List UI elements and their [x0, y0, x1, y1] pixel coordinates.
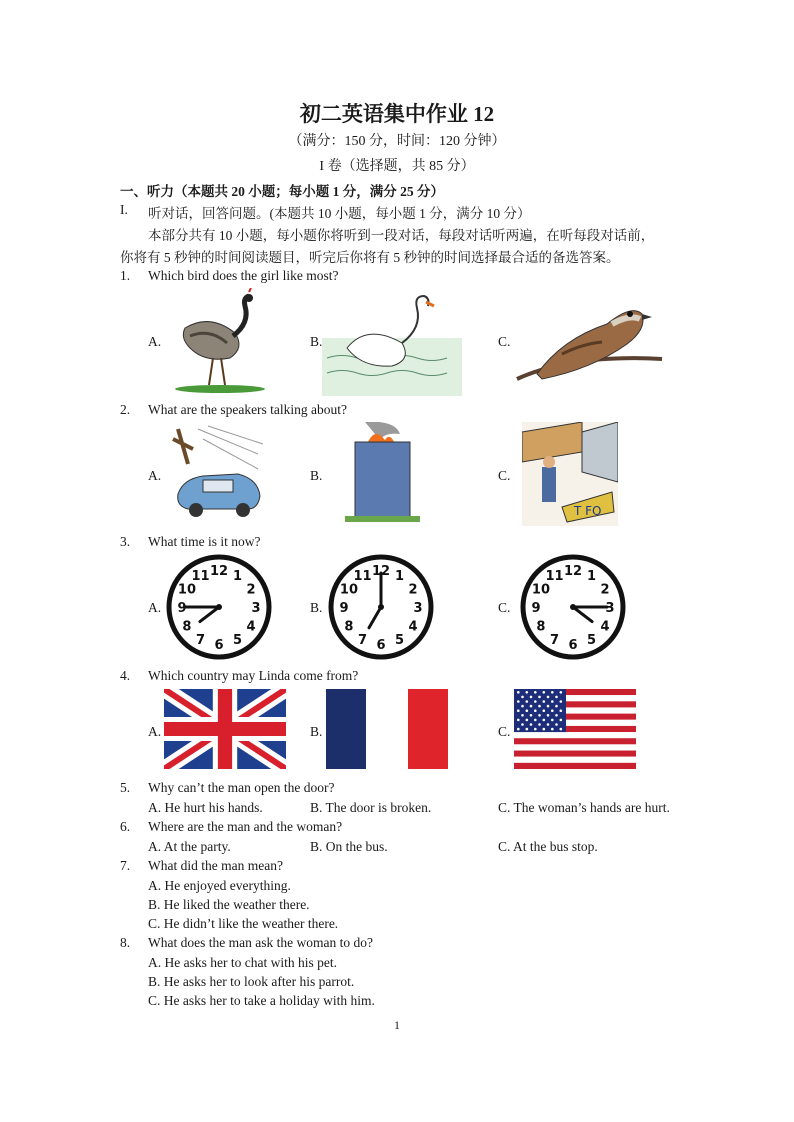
clock-center	[378, 604, 384, 610]
clock-numeral: 4	[408, 619, 418, 635]
clock-numeral: 3	[605, 601, 615, 616]
clock-numeral: 2	[246, 582, 256, 598]
clock-numeral: 8	[344, 619, 354, 635]
option-c: C. The woman’s hands are hurt.	[498, 800, 670, 815]
goose-icon	[165, 288, 275, 393]
section-heading: 一、听力（本题共 20 小题；每小题 1 分，满分 25 分）	[120, 184, 444, 199]
option-a: A. He hurt his hands.	[148, 800, 263, 815]
clock-numeral: 4	[600, 619, 610, 635]
option-b: B. The door is broken.	[310, 800, 432, 815]
storm-car-icon	[168, 424, 268, 524]
clock-numeral: 4	[246, 619, 256, 635]
question-text: Which country may Linda come from?	[148, 668, 359, 683]
option-c: C. He asks her to take a holiday with him.	[148, 993, 375, 1008]
uk-flag-icon	[164, 689, 286, 769]
clock-numeral: 8	[536, 619, 546, 635]
france-flag-icon	[326, 689, 448, 769]
clock-numeral: 12	[209, 564, 229, 579]
earthquake-street-icon	[522, 422, 618, 526]
clock-numeral: 12	[371, 564, 391, 579]
question-text: Where are the man and the woman?	[148, 819, 343, 834]
option-label: B.	[310, 600, 323, 615]
option-label: C.	[498, 600, 511, 615]
clock-numeral: 1	[232, 568, 243, 584]
option-label: B.	[310, 334, 323, 349]
instruction-line-1: 本部分共有 10 小题，每小题你将听到一段对话，每段对话听两遍，在听每段对话前，	[148, 228, 655, 243]
option-label: C.	[498, 334, 511, 349]
clock-numeral: 7	[357, 633, 368, 649]
clock-a-icon	[166, 554, 272, 660]
question-number: 3.	[120, 534, 131, 549]
clock-numeral: 3	[413, 601, 423, 616]
option-label: A.	[148, 334, 162, 349]
sparrow-icon	[512, 284, 667, 394]
option-label: B.	[310, 724, 323, 739]
svg-text:T FO: T FO	[574, 504, 602, 518]
clock-c-icon	[520, 554, 626, 660]
clock-numeral: 3	[251, 601, 261, 616]
clock-numeral: 9	[339, 601, 349, 616]
question-text: What did the man mean?	[148, 858, 283, 873]
clock-numeral: 9	[531, 601, 541, 616]
option-b: B. He liked the weather there.	[148, 897, 310, 912]
clock-center	[216, 604, 222, 610]
clock-numeral: 10	[177, 582, 197, 598]
clock-numeral: 6	[376, 638, 386, 653]
clock-numeral: 7	[549, 633, 560, 649]
clock-numeral: 2	[408, 582, 418, 598]
question-number: 4.	[120, 668, 131, 683]
clock-numeral: 11	[545, 568, 564, 584]
question-number: 8.	[120, 935, 131, 950]
option-label: C.	[498, 724, 511, 739]
clock-numeral: 8	[182, 619, 192, 635]
page-number: 1	[394, 1018, 400, 1032]
option-c: C. He didn’t like the weather there.	[148, 916, 339, 931]
option-label: A.	[148, 468, 162, 483]
part-number: I.	[120, 202, 128, 217]
clock-numeral: 5	[394, 633, 405, 649]
instruction-line-2: 你将有 5 秒钟的时间阅读题目，听完后你将有 5 秒钟的时间选择最合适的备选答案。	[120, 250, 620, 265]
clock-numeral: 1	[586, 568, 597, 584]
option-a: A. He enjoyed everything.	[148, 878, 291, 893]
clock-numeral: 6	[214, 638, 224, 653]
question-text: What are the speakers talking about?	[148, 402, 348, 417]
question-number: 2.	[120, 402, 131, 417]
clock-numeral: 11	[191, 568, 210, 584]
option-b: B. He asks her to look after his parrot.	[148, 974, 355, 989]
question-number: 5.	[120, 780, 131, 795]
usa-flag-icon	[514, 689, 636, 769]
clock-numeral: 5	[586, 633, 597, 649]
volume-label: I 卷（选择题，共 85 分）	[319, 159, 475, 174]
clock-numeral: 10	[339, 582, 359, 598]
clock-b-icon	[328, 554, 434, 660]
option-a: A. At the party.	[148, 839, 231, 854]
clock-numeral: 2	[600, 582, 610, 598]
option-label: C.	[498, 468, 511, 483]
option-label: A.	[148, 724, 162, 739]
option-b: B. On the bus.	[310, 839, 388, 854]
clock-numeral: 1	[394, 568, 405, 584]
question-text: What time is it now?	[148, 534, 261, 549]
clock-numeral: 10	[531, 582, 551, 598]
question-number: 6.	[120, 819, 131, 834]
clock-numeral: 11	[353, 568, 372, 584]
question-text: Which bird does the girl like most?	[148, 268, 339, 283]
burning-building-icon	[340, 422, 420, 522]
option-label: B.	[310, 468, 323, 483]
page-title: 初二英语集中作业 12	[299, 102, 495, 126]
option-a: A. He asks her to chat with his pet.	[148, 955, 337, 970]
clock-center	[570, 604, 576, 610]
option-c: C. At the bus stop.	[498, 839, 598, 854]
question-text: Why can’t the man open the door?	[148, 780, 335, 795]
score-time-subtitle: （满分：150 分，时间：120 分钟）	[288, 134, 506, 149]
clock-numeral: 6	[568, 638, 578, 653]
question-text: What does the man ask the woman to do?	[148, 935, 373, 950]
clock-numeral: 7	[195, 633, 206, 649]
question-number: 1.	[120, 268, 131, 283]
clock-numeral: 9	[177, 601, 187, 616]
clock-numeral: 12	[563, 564, 583, 579]
option-label: A.	[148, 600, 162, 615]
question-number: 7.	[120, 858, 131, 873]
swan-icon	[322, 288, 462, 396]
clock-numeral: 5	[232, 633, 243, 649]
part-title: 听对话，回答问题。(本题共 10 小题，每小题 1 分，满分 10 分）	[148, 206, 531, 221]
